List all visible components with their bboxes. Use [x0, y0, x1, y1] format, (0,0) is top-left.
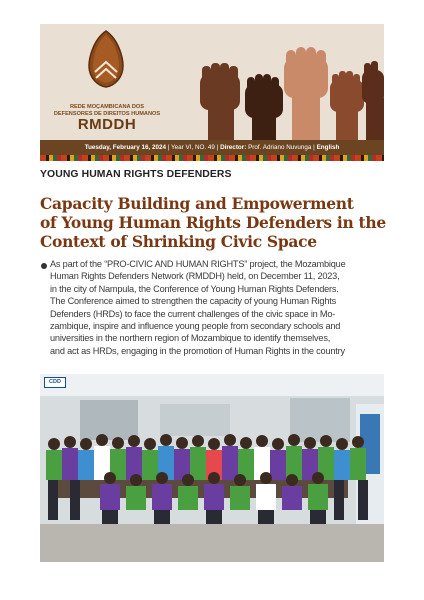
decorative-stripe [40, 155, 384, 161]
org-name-line2: DEFENSORES DE DIREITOS HUMANOS [53, 110, 161, 117]
issue-date: Tuesday, February 16, 2024 [84, 144, 167, 151]
body-line: As part of the “PRO-CIVIC AND HUMAN RIGHTS” project, the Mozambique [50, 259, 346, 269]
body-line: and act as HRDs, engaging in the promotion of Human Rights in the country [50, 345, 345, 356]
body-line: zambique, inspire and influence young people from secondary schools and [50, 321, 341, 332]
article-body [50, 258, 388, 357]
headline-line: of Young Human Rights Defenders in the [40, 213, 386, 232]
org-name-line1: REDE MOÇAMBICANA DOS [69, 104, 145, 110]
body-line: The Conference aimed to strengthen the capacity of young Human Rights [50, 296, 336, 307]
director-name: Prof. Adriano Nuvunga [248, 144, 312, 151]
org-acronym: RMDDH [77, 116, 137, 133]
body-line: Defenders (HRDs) to face the current challenges of the civic space in Mo- [50, 308, 336, 319]
masthead-banner [40, 24, 384, 140]
director-label: Director: [220, 144, 247, 151]
section-heading: YOUNG HUMAN RIGHTS DEFENDERS [40, 169, 232, 180]
headline-line: Context of Shrinking Civic Space [40, 232, 317, 251]
issue-info-bar: Tuesday, February 16, 2024 | Year VI, NO. 49 | Director: Prof. Adriano Nuvunga | English [40, 140, 384, 155]
raised-fists-illustration [190, 46, 384, 140]
body-line: in the city of Nampula, the Conference of Young Human Rights Defenders. [50, 283, 339, 294]
body-line: universities in the northern region of Mozambique to identify themselves, [50, 333, 331, 344]
issue-number: Year VI, NO. 49 [171, 144, 215, 151]
bullet-icon [41, 263, 47, 269]
language-label: English [316, 144, 340, 151]
headline-line: Capacity Building and Empowerment [40, 194, 354, 213]
group-photo [40, 374, 384, 562]
group-photo-illustration [40, 374, 384, 562]
cdd-logo: CDD [44, 377, 66, 388]
shield-logo-icon [88, 30, 124, 88]
article-headline [40, 194, 390, 251]
body-line: Human Rights Defenders Network (RMDDH) held, on December 11, 2023, [50, 271, 340, 282]
